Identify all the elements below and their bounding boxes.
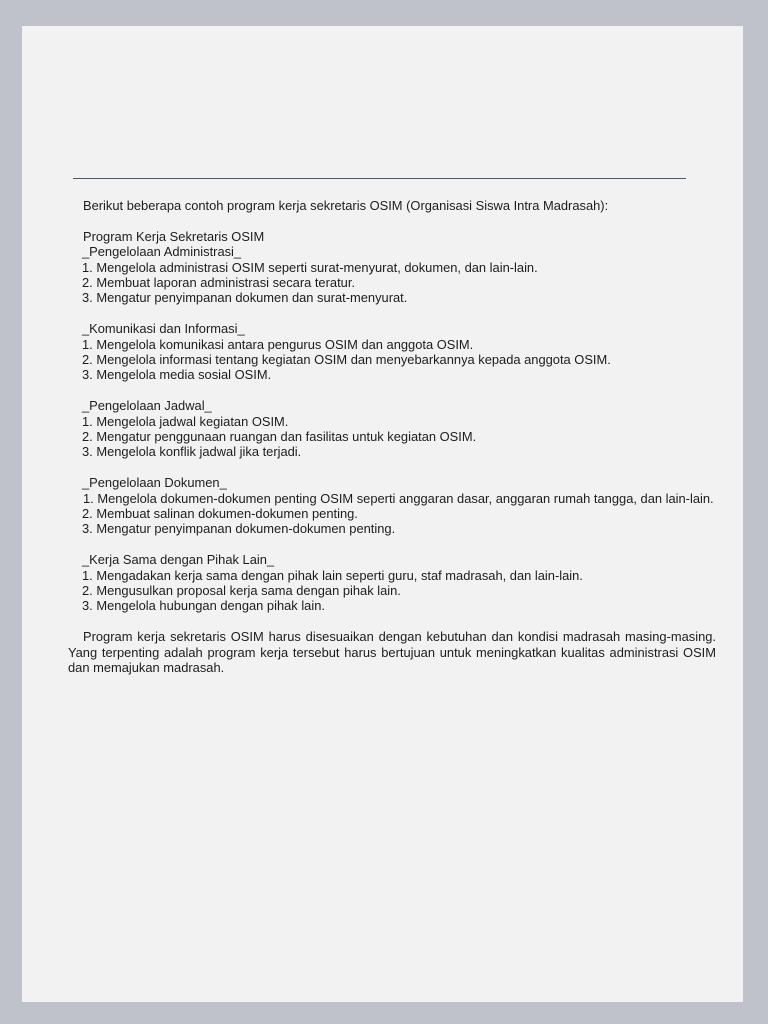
list-item: 3. Mengelola hubungan dengan pihak lain. xyxy=(82,598,325,614)
list-item: 1. Mengelola jadwal kegiatan OSIM. xyxy=(82,413,289,429)
document-page xyxy=(22,26,743,1002)
list-item: 3. Mengatur penyimpanan dokumen-dokumen penting. xyxy=(82,521,396,537)
conclusion-text: Program kerja sekretaris OSIM harus disesuaikan dengan kebutuhan dan kondisi madrasah masing-masing. Yang terpenting adalah program kerja tersebut harus bertujuan untuk meningkatkan kualitas administrasi OSIM dan memajukan madrasah. xyxy=(68,629,716,676)
section-title: _Komunikasi dan Informasi_ xyxy=(82,321,245,337)
list-item: 2. Membuat laporan administrasi secara teratur. xyxy=(82,275,355,291)
intro-text: Berikut beberapa contoh program kerja sekretaris OSIM (Organisasi Siswa Intra Madrasah): xyxy=(83,198,609,213)
list-item: 2. Mengelola informasi tentang kegiatan OSIM dan menyebarkannya kepada anggota OSIM. xyxy=(82,352,611,368)
list-item: 1. Mengelola dokumen-dokumen penting OSIM seperti anggaran dasar, anggaran rumah tangga, dan lain-lain. xyxy=(83,490,714,506)
list-item: 3. Mengelola konflik jadwal jika terjadi. xyxy=(82,444,302,460)
list-item: 1. Mengelola administrasi OSIM seperti surat-menyurat, dokumen, dan lain-lain. xyxy=(82,259,538,275)
section-administrasi xyxy=(68,244,716,306)
section-jadwal xyxy=(68,398,716,460)
list-item: 3. Mengatur penyimpanan dokumen dan surat-menyurat. xyxy=(82,290,408,306)
section-komunikasi xyxy=(68,321,716,383)
section-title: _Kerja Sama dengan Pihak Lain_ xyxy=(82,552,275,568)
list-item: 2. Mengusulkan proposal kerja sama dengan pihak lain. xyxy=(82,583,401,599)
list-item: 1. Mengelola komunikasi antara pengurus OSIM dan anggota OSIM. xyxy=(82,336,474,352)
list-item: 3. Mengelola media sosial OSIM. xyxy=(82,367,272,383)
section-dokumen xyxy=(68,475,716,537)
section-title: _Pengelolaan Dokumen_ xyxy=(82,475,227,491)
header-rule xyxy=(73,178,686,179)
list-item: 1. Mengadakan kerja sama dengan pihak lain seperti guru, staf madrasah, dan lain-lain. xyxy=(82,567,583,583)
section-title: _Pengelolaan Jadwal_ xyxy=(82,398,212,414)
section-title: _Pengelolaan Administrasi_ xyxy=(82,244,242,260)
list-item: 2. Mengatur penggunaan ruangan dan fasilitas untuk kegiatan OSIM. xyxy=(82,429,477,445)
section-kerja-sama xyxy=(68,552,716,614)
program-heading: Program Kerja Sekretaris OSIM xyxy=(83,228,265,244)
document-body xyxy=(68,198,716,676)
list-item: 2. Membuat salinan dokumen-dokumen penting. xyxy=(82,506,358,522)
